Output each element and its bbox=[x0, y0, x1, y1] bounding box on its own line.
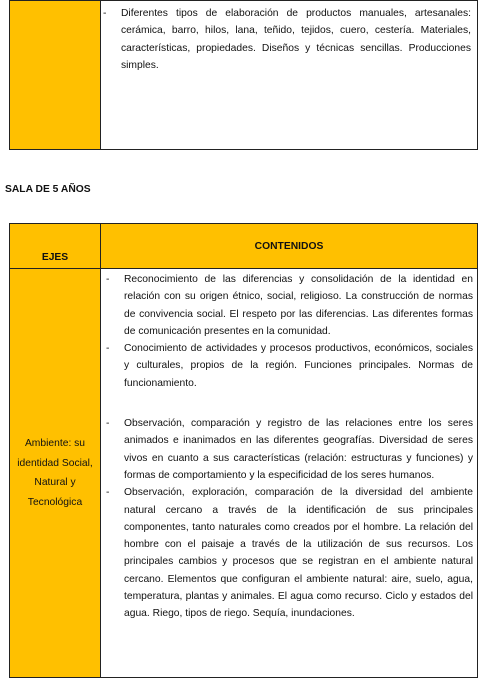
main-table bbox=[9, 223, 478, 678]
list-item bbox=[103, 5, 471, 74]
header-contenidos: CONTENIDOS bbox=[101, 224, 478, 269]
bullet-dash: - bbox=[106, 418, 110, 430]
list-item-text: Observación, comparación y registro de las relaciones entre los seres animados e inanimados en las diferentes geografías. Diversidad de seres vivos en cuanto a sus características (relación: estructuras y funciones) y formas de comportamiento y la especificidad de los seres humanos. bbox=[124, 418, 473, 481]
section-title: SALA DE 5 AÑOS bbox=[5, 184, 91, 195]
bullet-dash: - bbox=[106, 343, 110, 355]
bullet-dash: - bbox=[103, 8, 107, 19]
bullet-dash: - bbox=[106, 274, 110, 285]
contenidos-cell bbox=[101, 269, 478, 678]
list-item-text: Observación, exploración, comparación de la diversidad del ambiente natural cercano a través de la identificación de sus principales componentes, tanto naturales como creados por el hombre. La relación del hombre con el paisaje a través de la utilización de sus recursos. Los principales cambios y procesos que se registran en el ambiente natural cercano. Elementos que configuran el ambiente natural: aire, suelo, agua, temperatura, plantas y animales. El agua como recurso. Ciclo y estados del agua. Riego, tipos de riego. Sequía, inundaciones. bbox=[124, 487, 473, 620]
top-table bbox=[9, 0, 478, 150]
eje-cell-yellow bbox=[10, 1, 101, 150]
list-item-text: Conocimiento de actividades y procesos productivos, económicos, sociales y culturales, propios de la región. Funciones principales. Normas de funcionamiento. bbox=[124, 343, 473, 389]
contenidos-cell bbox=[101, 1, 478, 150]
spacer bbox=[124, 392, 473, 415]
bullet-dash: - bbox=[106, 487, 110, 499]
list-item bbox=[106, 415, 473, 484]
list-item-text: Diferentes tipos de elaboración de productos manuales, artesanales: cerámica, barro, hilos, lana, teñido, tejidos, cuero, cestería. Materiales, características, propiedades. Diseños y técnicas sencillas. Producciones simples. bbox=[121, 8, 471, 71]
header-ejes: EJES bbox=[10, 224, 101, 269]
list-item bbox=[106, 340, 473, 392]
list-item-text: Reconocimiento de las diferencias y consolidación de la identidad en relación con su origen étnico, social, religioso. La construcción de normas de convivencia social. El respeto por las diferencias. Las diferentes formas de comunicación presentes en la comunidad. bbox=[124, 274, 473, 337]
eje-cell bbox=[10, 269, 101, 678]
eje-text: Ambiente: su identidad Social, Natural y Tecnológica bbox=[17, 438, 93, 508]
list-item bbox=[106, 271, 473, 340]
list-item bbox=[106, 484, 473, 622]
